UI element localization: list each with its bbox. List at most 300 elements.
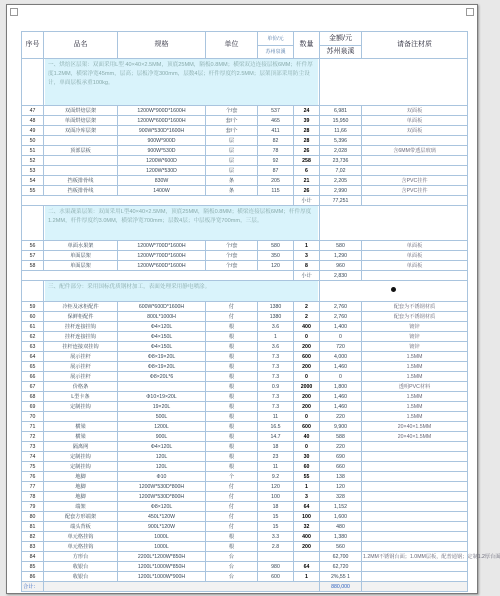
section-description-row xyxy=(22,206,468,241)
item-spec: Φ10×19×20L xyxy=(118,392,206,402)
item-unit: 付 xyxy=(206,302,258,312)
item-price: 0.9 xyxy=(258,382,294,392)
item-name xyxy=(44,412,118,422)
section-description xyxy=(44,59,320,106)
item-amount: 588 xyxy=(320,432,362,442)
row-number: 52 xyxy=(22,156,44,166)
item-note: 双面板 xyxy=(362,106,468,116)
item-name: 单面水果架 xyxy=(44,241,118,251)
item-qty: 60 xyxy=(294,462,320,472)
row-number: 70 xyxy=(22,412,44,422)
item-price: 1 xyxy=(258,332,294,342)
table-row xyxy=(22,251,468,261)
row-number: 55 xyxy=(22,186,44,196)
item-amount: 120 xyxy=(320,482,362,492)
header-unit: 单位 xyxy=(206,32,258,59)
item-spec: Φ4×150L xyxy=(118,342,206,352)
item-note xyxy=(362,542,468,552)
item-qty: 24 xyxy=(294,106,320,116)
section-description xyxy=(44,206,320,241)
section-description-row xyxy=(22,281,468,302)
item-note xyxy=(362,136,468,146)
section-description-text: 三、配件部分：采用国标优质钢材加工，表面处理采用静电喷涂。 xyxy=(45,281,318,301)
item-name: 单面层架 xyxy=(44,251,118,261)
item-price: 115 xyxy=(258,186,294,196)
table-row xyxy=(22,241,468,251)
item-note xyxy=(362,472,468,482)
item-unit: 层 xyxy=(206,146,258,156)
item-name: 地脚 xyxy=(44,492,118,502)
item-unit: 根 xyxy=(206,542,258,552)
quotation-table xyxy=(21,31,500,592)
item-price: 18 xyxy=(258,502,294,512)
item-note: 镀锌 xyxy=(362,342,468,352)
row-number: 51 xyxy=(22,146,44,156)
item-spec: 1000L xyxy=(118,532,206,542)
item-note: 1.5MM xyxy=(362,362,468,372)
item-name: 展示挂杆 xyxy=(44,372,118,382)
item-note xyxy=(362,522,468,532)
item-spec: 900W*900D xyxy=(118,136,206,146)
item-price: 205 xyxy=(258,176,294,186)
table-row xyxy=(22,146,468,156)
item-price: 3.6 xyxy=(258,342,294,352)
item-unit: 付 xyxy=(206,312,258,322)
item-unit: 台 xyxy=(206,562,258,572)
item-qty: 200 xyxy=(294,402,320,412)
section-description xyxy=(44,281,320,302)
item-unit: 根 xyxy=(206,322,258,332)
item-spec: Φ4×120L xyxy=(118,322,206,332)
item-qty: 28 xyxy=(294,136,320,146)
row-number: 84 xyxy=(22,552,44,562)
item-qty: 30 xyxy=(294,452,320,462)
table-row xyxy=(22,126,468,136)
section-description-row xyxy=(22,59,468,106)
header-seq: 序号 xyxy=(22,32,44,59)
item-qty: 2 xyxy=(294,312,320,322)
item-price: 7.3 xyxy=(258,352,294,362)
item-amount: 690 xyxy=(320,452,362,462)
row-number: 61 xyxy=(22,322,44,332)
item-spec xyxy=(118,382,206,392)
item-amount: 0 xyxy=(320,332,362,342)
item-unit: 台 xyxy=(206,552,258,562)
item-spec: 1200W*700D*1600H xyxy=(118,241,206,251)
item-price: 1380 xyxy=(258,312,294,322)
row-number: 68 xyxy=(22,392,44,402)
item-name: 挡板排骨线 xyxy=(44,176,118,186)
row-number: 71 xyxy=(22,422,44,432)
table-row xyxy=(22,432,468,442)
item-price: 580 xyxy=(258,241,294,251)
item-qty: 1 xyxy=(294,572,320,582)
item-name: 展示挂杆 xyxy=(44,362,118,372)
item-amount: 960 xyxy=(320,261,362,271)
item-name: 展示挂杆 xyxy=(44,352,118,362)
item-note xyxy=(362,156,468,166)
item-amount: 9,900 xyxy=(320,422,362,432)
item-price: 92 xyxy=(258,156,294,166)
item-qty: 400 xyxy=(294,532,320,542)
item-amount: 580 xyxy=(320,241,362,251)
item-unit: 根 xyxy=(206,352,258,362)
cursor-dot xyxy=(391,287,396,292)
item-unit: 根 xyxy=(206,372,258,382)
item-qty: 0 xyxy=(294,372,320,382)
item-spec: 900L xyxy=(118,432,206,442)
item-price: 120 xyxy=(258,261,294,271)
item-spec: 900L*120W xyxy=(118,522,206,532)
item-price: 16.5 xyxy=(258,422,294,432)
item-unit: 根 xyxy=(206,432,258,442)
item-unit: 付 xyxy=(206,522,258,532)
item-note xyxy=(362,166,468,176)
item-note: 单面板 xyxy=(362,251,468,261)
table-row xyxy=(22,382,468,392)
item-note: 配套为不锈钢材质 xyxy=(362,312,468,322)
item-spec: 120L xyxy=(118,462,206,472)
row-number: 77 xyxy=(22,482,44,492)
item-price: 350 xyxy=(258,251,294,261)
item-qty: 0 xyxy=(294,412,320,422)
item-amount: 328 xyxy=(320,492,362,502)
item-unit: 根 xyxy=(206,412,258,422)
item-price: 1380 xyxy=(258,302,294,312)
table-row xyxy=(22,342,468,352)
item-qty: 600 xyxy=(294,422,320,432)
item-qty: 64 xyxy=(294,502,320,512)
item-name xyxy=(44,136,118,146)
item-name: L型卡条 xyxy=(44,392,118,402)
subtotal-amount: 2,830 xyxy=(320,271,362,281)
table-row xyxy=(22,532,468,542)
item-spec: Φ8×120L xyxy=(118,502,206,512)
item-amount: 1,800 xyxy=(320,382,362,392)
item-note: 1.5MM xyxy=(362,392,468,402)
item-note xyxy=(362,502,468,512)
item-price: 14.7 xyxy=(258,432,294,442)
item-name: 端头背板 xyxy=(44,522,118,532)
item-note: 镀锌 xyxy=(362,332,468,342)
item-unit: 个/套 xyxy=(206,241,258,251)
subtotal-note xyxy=(362,271,468,281)
item-spec: Φ10 xyxy=(118,472,206,482)
item-unit: 根 xyxy=(206,392,258,402)
section-description-text: 一、烘焙区层架：双面采用L型 40×40×2.5MM，顶底25MM，隔板0.8MM；横梁双边连接层板6MM；杆件厚度1.2MM，横梁净宽45mm，层高；层板净宽300mm，层数4层；杆件厚度约2.5MM；层架顶部采用防尘设计，单面层板承重100kg。 xyxy=(45,59,318,105)
item-qty: 39 xyxy=(294,116,320,126)
header-name: 品名 xyxy=(44,32,118,59)
item-note: 单面板 xyxy=(362,261,468,271)
table-row xyxy=(22,302,468,312)
item-spec: Φ4×120L xyxy=(118,442,206,452)
item-amount: 62,700 xyxy=(320,552,362,562)
item-spec: 900W*530D*1600H xyxy=(118,126,206,136)
row-number: 54 xyxy=(22,176,44,186)
item-qty: 2 xyxy=(294,302,320,312)
item-note: 含6MM带透层玻璃 xyxy=(362,146,468,156)
item-note: 镀锌 xyxy=(362,322,468,332)
row-number: 75 xyxy=(22,462,44,472)
section-marker xyxy=(22,281,44,302)
item-amount: 11,66 xyxy=(320,126,362,136)
header-price-sub: 苏州泉溪 xyxy=(258,46,294,59)
item-spec: 900W*530D xyxy=(118,146,206,156)
item-name: 冷柜及冰柜配件 xyxy=(44,302,118,312)
item-unit: 根 xyxy=(206,452,258,462)
item-amount: 1,400 xyxy=(320,322,362,332)
item-spec: 1200L*1000W*850H xyxy=(118,562,206,572)
grand-total-note xyxy=(362,582,468,592)
item-amount: 138 xyxy=(320,472,362,482)
item-amount: 2,990 xyxy=(320,186,362,196)
item-note: 1.5MM xyxy=(362,402,468,412)
row-number: 73 xyxy=(22,442,44,452)
table-row xyxy=(22,492,468,502)
item-unit: 台 xyxy=(206,572,258,582)
item-price: 82 xyxy=(258,136,294,146)
item-name: 定制挂钩 xyxy=(44,462,118,472)
table-row xyxy=(22,312,468,322)
item-amount: 2,028 xyxy=(320,146,362,156)
item-price: 537 xyxy=(258,106,294,116)
grand-total-spacer xyxy=(44,582,320,592)
item-spec: 1200W*600D xyxy=(118,156,206,166)
item-qty: 6 xyxy=(294,166,320,176)
table-row xyxy=(22,176,468,186)
table-row xyxy=(22,452,468,462)
item-price: 600 xyxy=(258,572,294,582)
row-number: 50 xyxy=(22,136,44,146)
table-row xyxy=(22,522,468,532)
row-number: 80 xyxy=(22,512,44,522)
table-row xyxy=(22,442,468,452)
row-number: 72 xyxy=(22,432,44,442)
item-price: 3.3 xyxy=(258,532,294,542)
row-number: 53 xyxy=(22,166,44,176)
item-price: 9.2 xyxy=(258,472,294,482)
table-row xyxy=(22,392,468,402)
item-qty xyxy=(294,552,320,562)
table-row xyxy=(22,552,468,562)
item-price: 23 xyxy=(258,452,294,462)
item-spec: 830W xyxy=(118,176,206,186)
item-amount: 1,460 xyxy=(320,392,362,402)
item-amount: 2,760 xyxy=(320,302,362,312)
table-row xyxy=(22,322,468,332)
item-unit: 层 xyxy=(206,156,258,166)
section-marker xyxy=(22,59,44,106)
grand-total-label: 合计： xyxy=(22,582,44,592)
table-row xyxy=(22,362,468,372)
item-price: 100 xyxy=(258,492,294,502)
row-number: 81 xyxy=(22,522,44,532)
row-number: 47 xyxy=(22,106,44,116)
item-name: 配套方形端架 xyxy=(44,512,118,522)
item-qty: 26 xyxy=(294,146,320,156)
item-price: 7.3 xyxy=(258,362,294,372)
item-price: 2.8 xyxy=(258,542,294,552)
item-note: 单面板 xyxy=(362,241,468,251)
table-row xyxy=(22,422,468,432)
item-qty: 64 xyxy=(294,562,320,572)
item-amount: 62,720 xyxy=(320,562,362,572)
table-row xyxy=(22,462,468,472)
item-name: 收银台 xyxy=(44,572,118,582)
subtotal-spacer xyxy=(22,196,294,206)
item-spec: 1200W*700D*1600H xyxy=(118,251,206,261)
item-price: 465 xyxy=(258,116,294,126)
item-spec: 2200L*1200W*850H xyxy=(118,552,206,562)
item-note xyxy=(362,492,468,502)
row-number: 66 xyxy=(22,372,44,382)
item-qty: 200 xyxy=(294,542,320,552)
table-row xyxy=(22,166,468,176)
item-name: 方形台 xyxy=(44,552,118,562)
subtotal-row xyxy=(22,196,468,206)
table-row xyxy=(22,116,468,126)
item-qty: 258 xyxy=(294,156,320,166)
item-name: 价格条 xyxy=(44,382,118,392)
item-price: 11 xyxy=(258,462,294,472)
table-row xyxy=(22,261,468,271)
table-row xyxy=(22,502,468,512)
item-amount: 6,981 xyxy=(320,106,362,116)
item-spec: 1200W*900D*1600H xyxy=(118,106,206,116)
grand-total-amount: 880,000 xyxy=(320,582,362,592)
item-name: 定制挂钩 xyxy=(44,402,118,412)
item-price: 7.3 xyxy=(258,372,294,382)
item-name: 端架 xyxy=(44,502,118,512)
item-price xyxy=(258,552,294,562)
item-unit: 根 xyxy=(206,342,258,352)
item-price: 11 xyxy=(258,412,294,422)
item-note: 20×40×1.5MM xyxy=(362,432,468,442)
item-qty: 1 xyxy=(294,482,320,492)
item-unit: 根 xyxy=(206,462,258,472)
item-qty: 1 xyxy=(294,241,320,251)
item-price: 18 xyxy=(258,442,294,452)
row-number: 59 xyxy=(22,302,44,312)
item-amount: 1,290 xyxy=(320,251,362,261)
item-name: 挂杆连接挂钩 xyxy=(44,322,118,332)
item-name xyxy=(44,166,118,176)
row-number: 63 xyxy=(22,342,44,352)
item-unit: 个/套 xyxy=(206,106,258,116)
item-name: 保鲜柜配件 xyxy=(44,312,118,322)
item-amount: 560 xyxy=(320,542,362,552)
row-number: 62 xyxy=(22,332,44,342)
item-note xyxy=(362,572,468,582)
item-price: 120 xyxy=(258,482,294,492)
item-amount: 2%,55 1 xyxy=(320,572,362,582)
item-unit: 套/个 xyxy=(206,116,258,126)
item-qty: 32 xyxy=(294,522,320,532)
item-name: 隔离网 xyxy=(44,442,118,452)
item-amount: 1,460 xyxy=(320,362,362,372)
item-unit: 个 xyxy=(206,472,258,482)
item-name: 单面烘焙层架 xyxy=(44,116,118,126)
item-unit: 根 xyxy=(206,532,258,542)
row-number: 83 xyxy=(22,542,44,552)
item-spec: 800L*1000H xyxy=(118,312,206,322)
item-qty: 200 xyxy=(294,392,320,402)
item-spec: 1200W*530D*800H xyxy=(118,482,206,492)
item-amount: 5,396 xyxy=(320,136,362,146)
table-row xyxy=(22,472,468,482)
item-note: 含PVC挂件 xyxy=(362,186,468,196)
header-price: 单价/元 xyxy=(258,32,294,46)
table-body xyxy=(22,59,500,592)
item-note xyxy=(362,442,468,452)
item-unit: 层 xyxy=(206,166,258,176)
item-name xyxy=(44,156,118,166)
item-name: 挡板排骨线 xyxy=(44,186,118,196)
item-note xyxy=(362,452,468,462)
item-unit: 条 xyxy=(206,176,258,186)
item-spec: 1200W*530D*800H xyxy=(118,492,206,502)
item-name: 地脚 xyxy=(44,472,118,482)
row-number: 64 xyxy=(22,352,44,362)
item-name: 单面层架 xyxy=(44,261,118,271)
row-number: 56 xyxy=(22,241,44,251)
item-note: 单面板 xyxy=(362,116,468,126)
item-unit: 根 xyxy=(206,332,258,342)
item-name: 挂杆连接双挂钩 xyxy=(44,342,118,352)
item-qty: 8 xyxy=(294,261,320,271)
section-description-text: 二、水果蔬菜层架：双面采用L型40×40×2.5MM，顶底25MM，隔板0.8MM；横梁连接层板6MM；杆件厚度1.2MM，杆件厚度约3.0MM，横梁净宽700mm；层数4层；中层板净宽700mm，三层。 xyxy=(45,206,318,240)
page-corner-mark xyxy=(10,8,18,16)
item-amount: 220 xyxy=(320,412,362,422)
item-name: 定制挂钩 xyxy=(44,452,118,462)
table-row xyxy=(22,372,468,382)
section-marker xyxy=(22,206,44,241)
item-unit: 个/套 xyxy=(206,261,258,271)
item-qty: 0 xyxy=(294,332,320,342)
item-unit: 付 xyxy=(206,492,258,502)
item-note: 含PVC挂件 xyxy=(362,176,468,186)
item-unit: 根 xyxy=(206,422,258,432)
row-number: 82 xyxy=(22,532,44,542)
subtotal-label: 小计 xyxy=(294,271,320,281)
item-qty: 55 xyxy=(294,472,320,482)
item-unit: 根 xyxy=(206,442,258,452)
item-amount: 1,600 xyxy=(320,512,362,522)
item-spec: Φ8×20L*6 xyxy=(118,372,206,382)
item-note: 1.2MM不锈钢台面；1.0MM层板，配普通钢；定制1.2厚台面 xyxy=(363,553,500,560)
item-name: 双面烘焙层架 xyxy=(44,106,118,116)
table-row xyxy=(22,186,468,196)
subtotal-spacer xyxy=(22,271,294,281)
item-unit: 套/个 xyxy=(206,126,258,136)
item-name: 收银台 xyxy=(44,562,118,572)
item-qty: 100 xyxy=(294,512,320,522)
item-amount: 660 xyxy=(320,462,362,472)
item-price: 980 xyxy=(258,562,294,572)
item-unit: 根 xyxy=(206,382,258,392)
item-amount: 1,152 xyxy=(320,502,362,512)
item-unit: 根 xyxy=(206,402,258,412)
item-note xyxy=(362,482,468,492)
table-row xyxy=(22,542,468,552)
item-qty: 400 xyxy=(294,322,320,332)
grand-total-row xyxy=(22,582,468,592)
item-spec: 1000L xyxy=(118,542,206,552)
item-price: 87 xyxy=(258,166,294,176)
item-unit: 层 xyxy=(206,136,258,146)
section-spacer xyxy=(320,59,468,106)
item-spec: 1200W*600D*1600H xyxy=(118,116,206,126)
